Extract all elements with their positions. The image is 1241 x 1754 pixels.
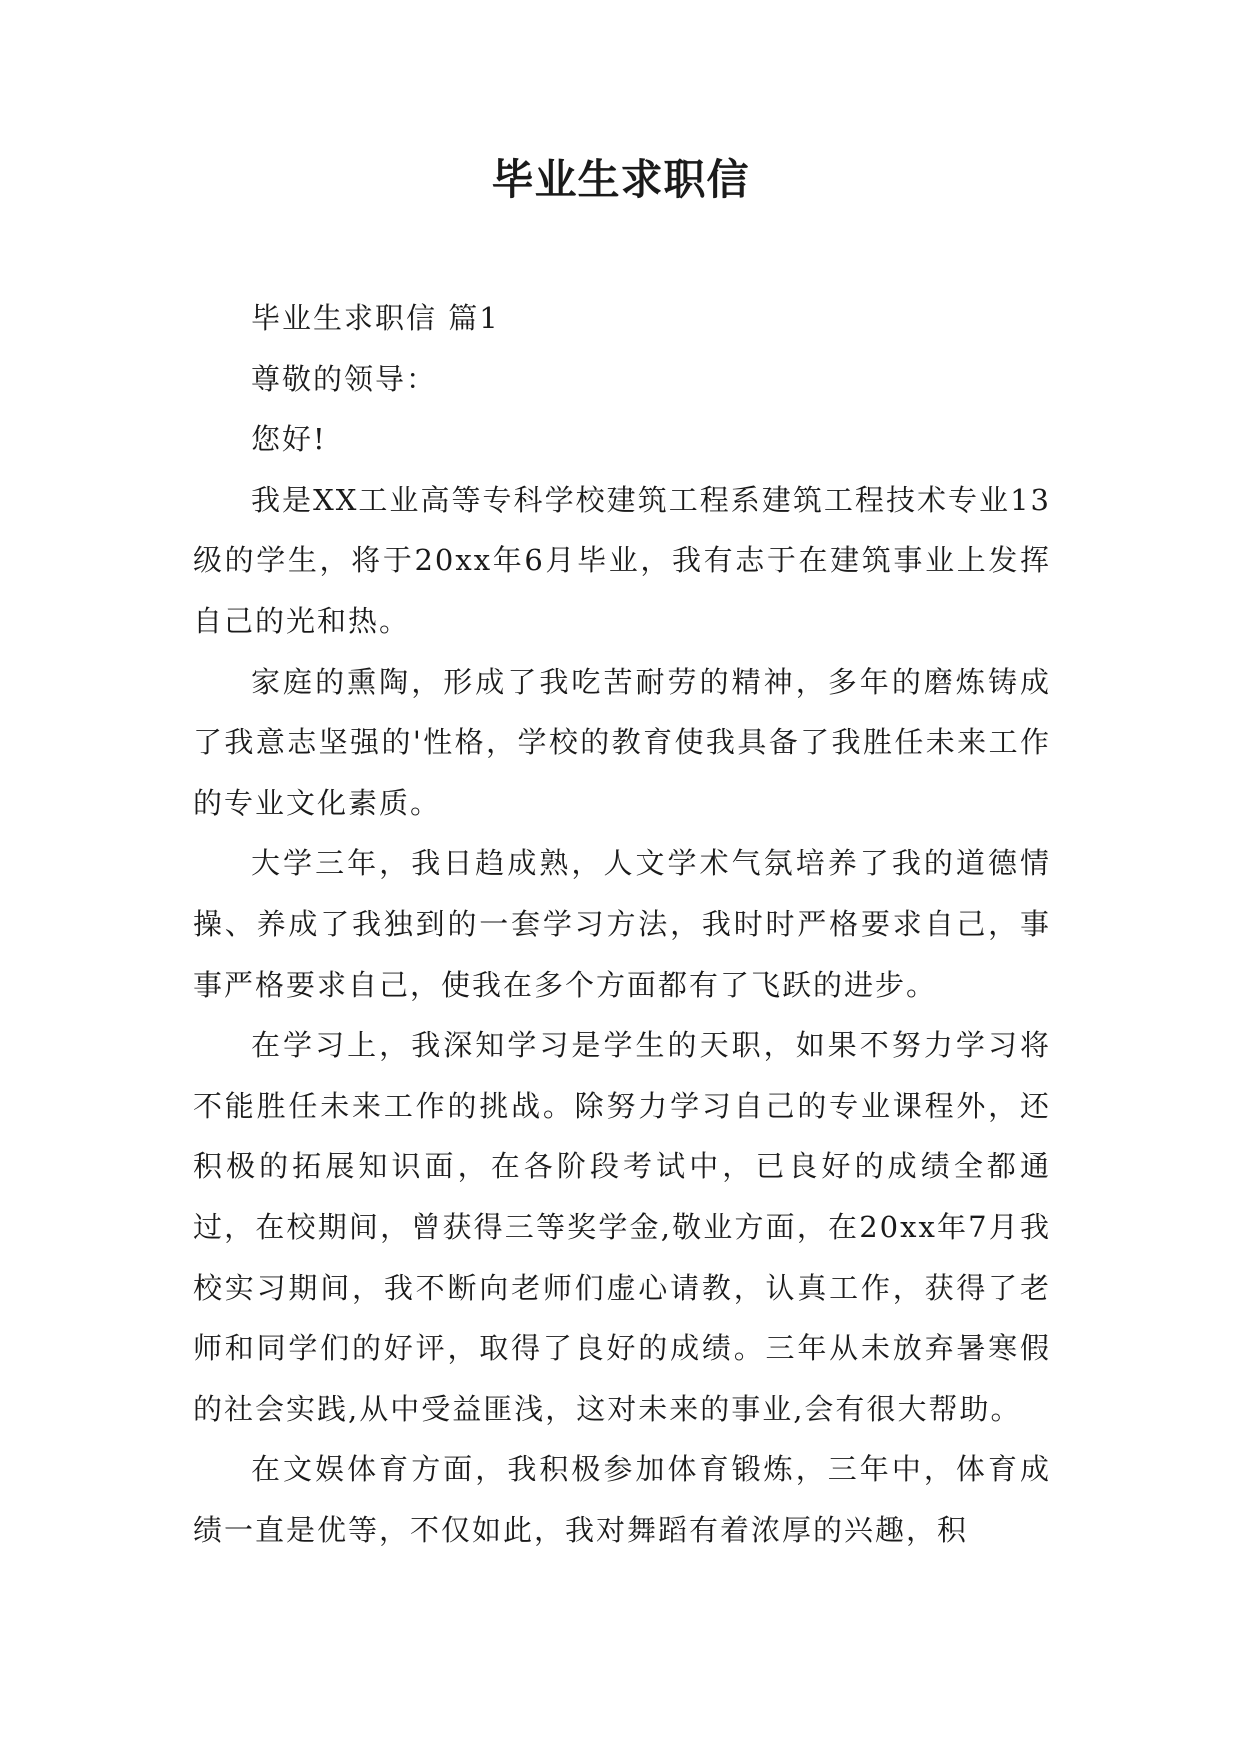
document-title: 毕业生求职信 [491, 155, 750, 204]
paragraph-university: 大学三年，我日趋成熟，人文学术气氛培养了我的道德情操、养成了我独到的一套学习方法，我时时严格要求自己，事事严格要求自己，使我在多个方面都有了飞跃的进步。 [193, 846, 1051, 1002]
paragraph-introduction: 我是XX工业高等专科学校建筑工程系建筑工程技术专业13级的学生，将于20xx年6月毕业，我有志于在建筑事业上发挥自己的光和热。 [193, 482, 1051, 638]
salutation: 尊敬的领导： [251, 361, 438, 396]
paragraph-study: 在学习上，我深知学习是学生的天职，如果不努力学习将不能胜任未来工作的挑战。除努力学习自己的专业课程外，还积极的拓展知识面，在各阶段考试中，已良好的成绩全都通过，在校期间，曾获得三等奖学金,敬业方面，在20xx年7月我校实习期间，我不断向老师们虚心请教，认真工作，获得了老师和同学们的好评，取得了良好的成绩。三年从未放弃暑寒假的社会实践,从中受益匪浅，这对未来的事业,会有很大帮助。 [193, 1028, 1051, 1426]
greeting: 您好! [251, 422, 327, 457]
paragraph-upbringing: 家庭的熏陶，形成了我吃苦耐劳的精神，多年的磨炼铸成了我意志坚强的'性格，学校的教育使我具备了我胜任未来工作的专业文化素质。 [193, 664, 1051, 820]
section-heading: 毕业生求职信 篇1 [251, 301, 500, 335]
paragraph-sports: 在文娱体育方面，我积极参加体育锻炼，三年中，体育成绩一直是优等，不仅如此，我对舞蹈有着浓厚的兴趣，积 [193, 1452, 1051, 1547]
document-body [193, 288, 1051, 1560]
